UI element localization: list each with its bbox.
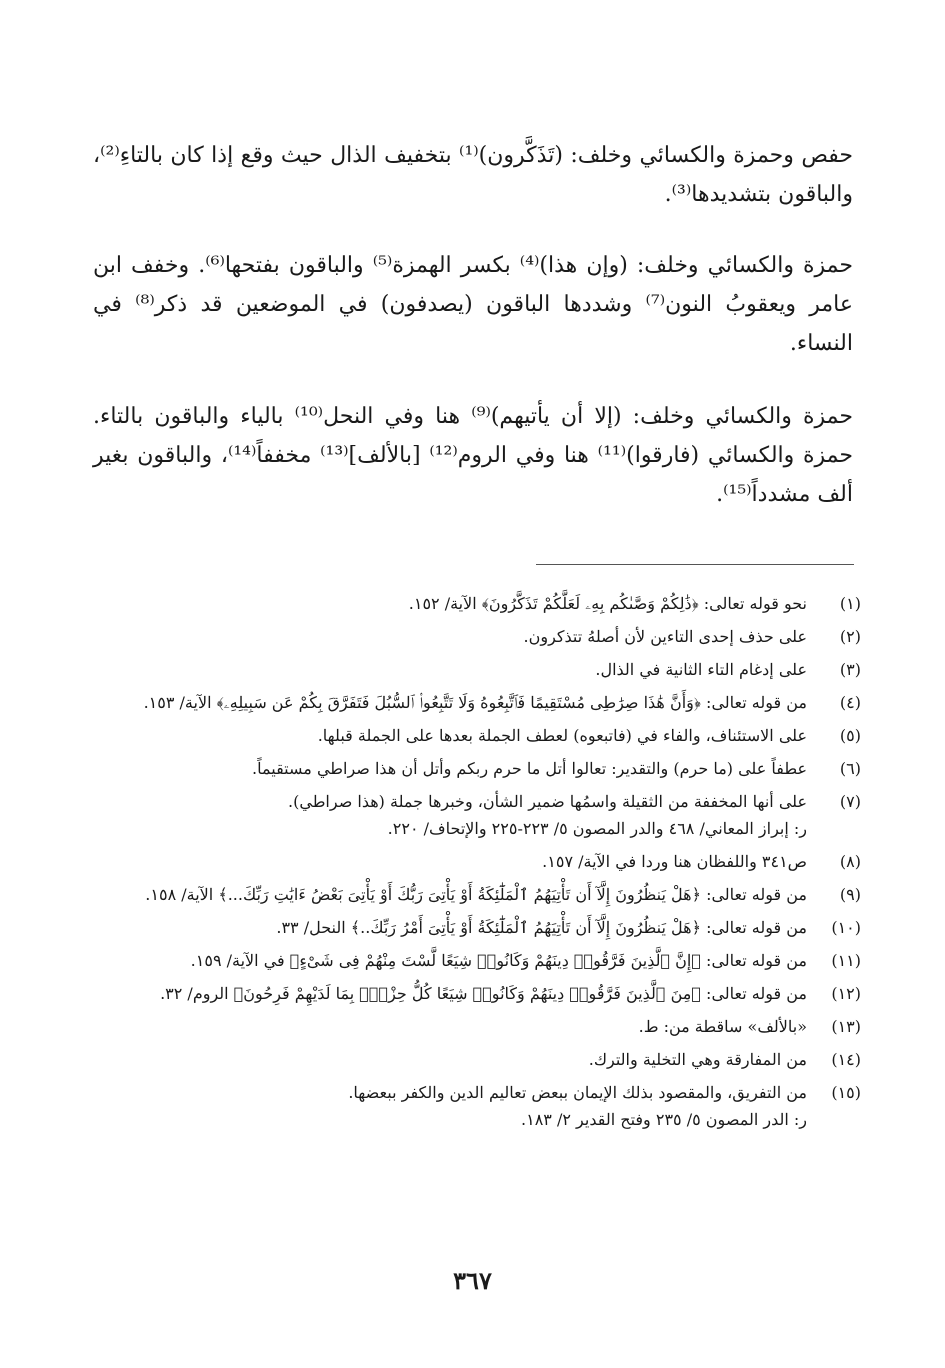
- footnote-text: على حذف إحدى التاءين لأن أصلهُ تتذكرون.: [523, 627, 807, 646]
- footnote-number: (٥): [839, 726, 861, 745]
- footnote-text: من قوله تعالى: ﴿وَأَنَّ هَٰذَا صِرَٰطِى مُسْتَقِيمًا فَٱتَّبِعُوهُ وَلَا تَتَّبِعُوا۟ ٱلسُّبُلَ فَتَفَرَّقَ بِكُمْ عَن سَبِيلِهِۦ﴾ الآية/ ١٥٣.: [143, 693, 807, 712]
- footnote-number: (١): [839, 594, 861, 613]
- footnote-7: [71, 788, 861, 842]
- footnotes-list: [71, 590, 861, 1139]
- footnote-number: (١٠): [831, 918, 861, 937]
- footnote-text: من قوله تعالى: ﴿إِنَّ ٱلَّذِينَ فَرَّقُوا۟ دِينَهُمْ وَكَانُوا۟ شِيَعًا لَّسْتَ مِنْهُمْ فِى شَىْءٍ﴾ في الآية/ ١٥٩.: [190, 951, 807, 970]
- page-number: ٣٦٧: [453, 1266, 492, 1295]
- footnote-14: [71, 1046, 861, 1073]
- footnote-3: [71, 656, 861, 683]
- paragraph-2: حمزة والكسائي وخلف: (وإن هذا)⁽⁴⁾ بكسر الهمزة⁽⁵⁾ والباقون بفتحها⁽⁶⁾. وخفف ابن عامر ويعقوبُ النون⁽⁷⁾ وشددها الباقون (يصدفون) في الموضعين قد ذكر⁽⁸⁾ في النساء.: [93, 253, 854, 356]
- footnote-number: (٢): [839, 627, 861, 646]
- footnote-2: [71, 623, 861, 650]
- footnote-number: (١٢): [831, 984, 861, 1003]
- footnote-text: ص٣٤١ واللفظان هنا وردا في الآية/ ١٥٧.: [542, 852, 807, 871]
- paragraph-3: حمزة والكسائي وخلف: (إلا أن يأتيهم)⁽⁹⁾ هنا وفي النحل⁽¹⁰⁾ بالياء والباقون بالتاء. حمزة والكسائي (فارقوا)⁽¹¹⁾ هنا وفي الروم⁽¹²⁾ [بالألف]⁽¹³⁾ مخففاً⁽¹⁴⁾، والباقون بغير ألف مشدداً⁽¹⁵⁾.: [93, 404, 853, 507]
- footnote-4: [71, 689, 861, 716]
- footnote-text: من قوله تعالى: ﴿هَلْ يَنظُرُونَ إِلَّآ أَن تَأْتِيَهُمُ ٱلْمَلَٰٓئِكَةُ أَوْ يَأْتِىَ أَمْرُ رَبِّكَ..﴾ النحل/ ٣٣.: [276, 918, 807, 937]
- footnote-1: [71, 590, 861, 617]
- footnote-text: نحو قوله تعالى: ﴿ذَٰلِكُمْ وَصَّىٰكُم بِهِۦ لَعَلَّكُمْ تَذَكَّرُونَ﴾ الآية/ ١٥٢.: [408, 594, 807, 613]
- footnote-text: من قوله تعالى: ﴿مِنَ ٱلَّذِينَ فَرَّقُوا۟ دِينَهُمْ وَكَانُوا۟ شِيَعًا كُلُّ حِزْبٍۭ بِمَا لَدَيْهِمْ فَرِحُونَ﴾ الروم/ ٣٢.: [160, 984, 807, 1003]
- footnote-10: [71, 914, 861, 941]
- footnote-12: [71, 980, 861, 1007]
- footnote-13: [71, 1013, 861, 1040]
- footnote-number: (٨): [839, 852, 861, 871]
- footnote-9: [71, 881, 861, 908]
- footnote-6: [71, 755, 861, 782]
- paragraph-1: حفص وحمزة والكسائي وخلف: (تَذَكَّرون)⁽¹⁾ بتخفيف الذال حيث وقع إذا كان بالتاءِ⁽²⁾، والباقون بتشديدها⁽³⁾.: [93, 143, 854, 207]
- footnote-number: (١٥): [831, 1083, 861, 1102]
- footnote-text: على الاستئناف، والفاء في (فاتبعوه) لعطف الجملة بعدها على الجملة قبلها.: [317, 726, 807, 745]
- footnote-number: (١٣): [831, 1017, 861, 1036]
- footnote-8: [71, 848, 861, 875]
- footnote-text: عطفاً على (ما حرم) والتقدير: تعالوا أتل ما حرم ربكم وأتل أن هذا صراطي مستقيماً.: [252, 759, 807, 778]
- footnote-text: من قوله تعالى: ﴿هَلْ يَنظُرُونَ إِلَّآ أَن تَأْتِيَهُمُ ٱلْمَلَٰٓئِكَةُ أَوْ يَأْتِىَ رَبُّكَ أَوْ يَأْتِىَ بَعْضُ ءَايَٰتِ رَبِّكَ...﴾ الآية/ ١٥٨.: [145, 885, 807, 904]
- footnote-5: [71, 722, 861, 749]
- footnote-number: (٩): [839, 885, 861, 904]
- footnote-number: (٦): [839, 759, 861, 778]
- footnote-text: على أنها المخففة من الثقيلة واسمُها ضمير الشأن، وخبرها جملة (هذا صراطي).: [288, 792, 807, 811]
- footnote-text: من المفارقة وهي التخلية والترك.: [588, 1050, 807, 1069]
- footnote-reference: ر: الدر المصون ٥/ ٢٣٥ وفتح القدير ٢/ ١٨٣.: [521, 1110, 807, 1129]
- footnote-number: (١٤): [831, 1050, 861, 1069]
- footnote-text: «بالألف» ساقطة من: ط.: [638, 1017, 807, 1036]
- footnote-separator: [536, 564, 854, 565]
- footnote-text: من التفريق، والمقصود بذلك الإيمان ببعض تعاليم الدين والكفر ببعضها.: [348, 1083, 807, 1102]
- footnote-number: (١١): [831, 951, 861, 970]
- footnote-15: [71, 1079, 861, 1133]
- footnote-text: على إدغام التاء الثانية في الذال.: [595, 660, 807, 679]
- footnote-number: (٤): [839, 693, 861, 712]
- footnote-number: (٧): [839, 792, 861, 811]
- footnote-reference: ر: إبراز المعاني/ ٤٦٨ والدر المصون ٥/ ٢٢٣-٢٢٥ والإتحاف/ ٢٢٠.: [387, 819, 807, 838]
- footnote-11: [71, 947, 861, 974]
- footnote-number: (٣): [839, 660, 861, 679]
